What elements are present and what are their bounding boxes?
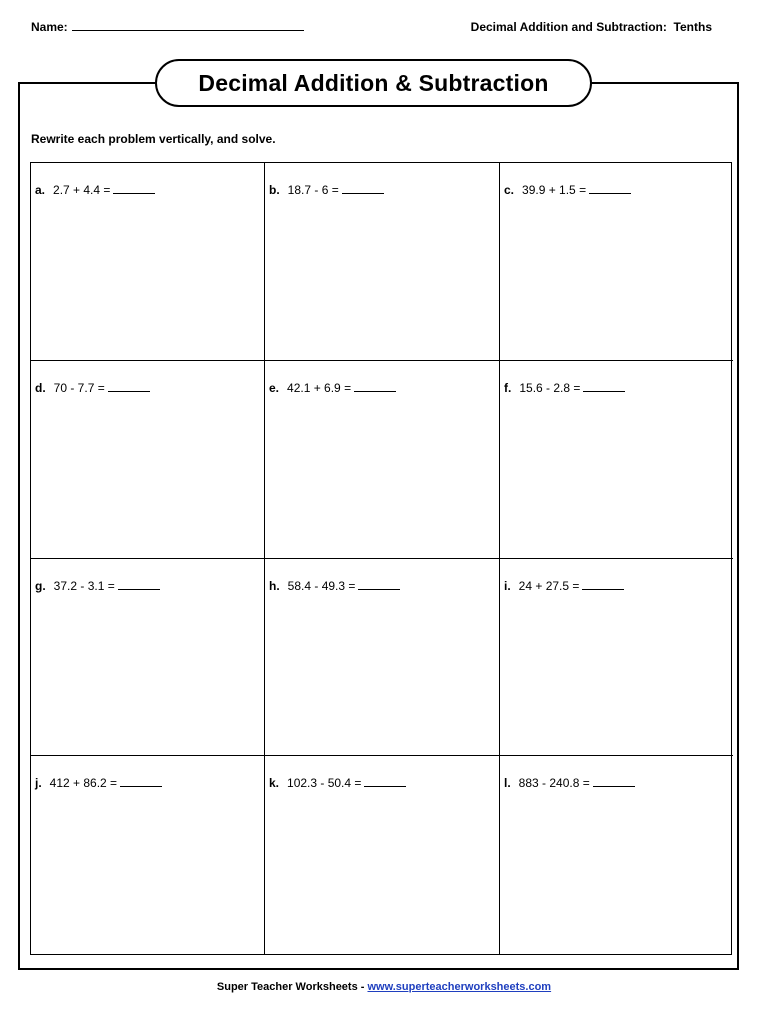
problem-grid	[30, 162, 732, 955]
answer-blank[interactable]	[589, 183, 631, 194]
problem-expression: 37.2 - 3.1 =	[53, 578, 115, 593]
problem-expression: 58.4 - 49.3 =	[287, 578, 356, 593]
problem-expression: 42.1 + 6.9 =	[287, 380, 352, 395]
problem-letter: k.	[269, 776, 280, 791]
problem-cell[interactable]	[31, 361, 265, 559]
problem-cell[interactable]	[265, 559, 500, 757]
problem-letter: j.	[35, 776, 42, 791]
problem-expression: 102.3 - 50.4 =	[287, 776, 362, 791]
problem-cell[interactable]	[265, 361, 500, 559]
problem-cell[interactable]	[500, 756, 733, 954]
problem-letter: i.	[504, 578, 511, 593]
answer-blank[interactable]	[113, 183, 155, 194]
problem-expression: 412 + 86.2 =	[49, 776, 118, 791]
problem-letter: f.	[504, 380, 512, 395]
problem-cell[interactable]	[31, 163, 265, 361]
problem-cell[interactable]	[265, 756, 500, 954]
answer-blank[interactable]	[582, 579, 624, 590]
problem-cell[interactable]	[500, 559, 733, 757]
answer-blank[interactable]	[364, 776, 406, 787]
answer-blank[interactable]	[342, 183, 384, 194]
problem-letter: d.	[35, 380, 46, 395]
problem-letter: l.	[504, 776, 511, 791]
problem-expression: 883 - 240.8 =	[518, 776, 590, 791]
problem-cell[interactable]	[31, 559, 265, 757]
problem-letter: a.	[35, 183, 46, 197]
answer-blank[interactable]	[118, 579, 160, 590]
answer-blank[interactable]	[593, 776, 635, 787]
name-label: Name:	[31, 20, 68, 34]
problem-letter: c.	[504, 183, 515, 197]
answer-blank[interactable]	[354, 381, 396, 392]
problem-cell[interactable]	[500, 361, 733, 559]
problem-expression: 2.7 + 4.4 =	[53, 183, 111, 197]
problem-expression: 24 + 27.5 =	[518, 578, 580, 593]
footer-link[interactable]: www.superteacherworksheets.com	[367, 981, 552, 993]
answer-blank[interactable]	[108, 381, 150, 392]
problem-letter: g.	[35, 578, 46, 593]
problem-cell[interactable]	[500, 163, 733, 361]
page-title: Decimal Addition & Subtraction	[155, 59, 592, 107]
name-blank-line[interactable]	[72, 20, 304, 31]
problem-letter: h.	[269, 578, 280, 593]
problem-expression: 39.9 + 1.5 =	[522, 183, 587, 197]
problem-expression: 15.6 - 2.8 =	[519, 380, 581, 395]
name-field	[31, 20, 304, 34]
problem-cell[interactable]	[265, 163, 500, 361]
answer-blank[interactable]	[358, 579, 400, 590]
problem-expression: 70 - 7.7 =	[53, 380, 105, 395]
problem-expression: 18.7 - 6 =	[287, 183, 339, 197]
answer-blank[interactable]	[583, 381, 625, 392]
problem-letter: e.	[269, 380, 280, 395]
problem-letter: b.	[269, 183, 280, 197]
footer	[0, 981, 768, 993]
worksheet-topic: Decimal Addition and Subtraction: Tenths	[470, 20, 712, 34]
answer-blank[interactable]	[120, 776, 162, 787]
instructions: Rewrite each problem vertically, and solve.	[31, 132, 276, 146]
footer-prefix: Super Teacher Worksheets -	[216, 981, 368, 993]
problem-cell[interactable]	[31, 756, 265, 954]
